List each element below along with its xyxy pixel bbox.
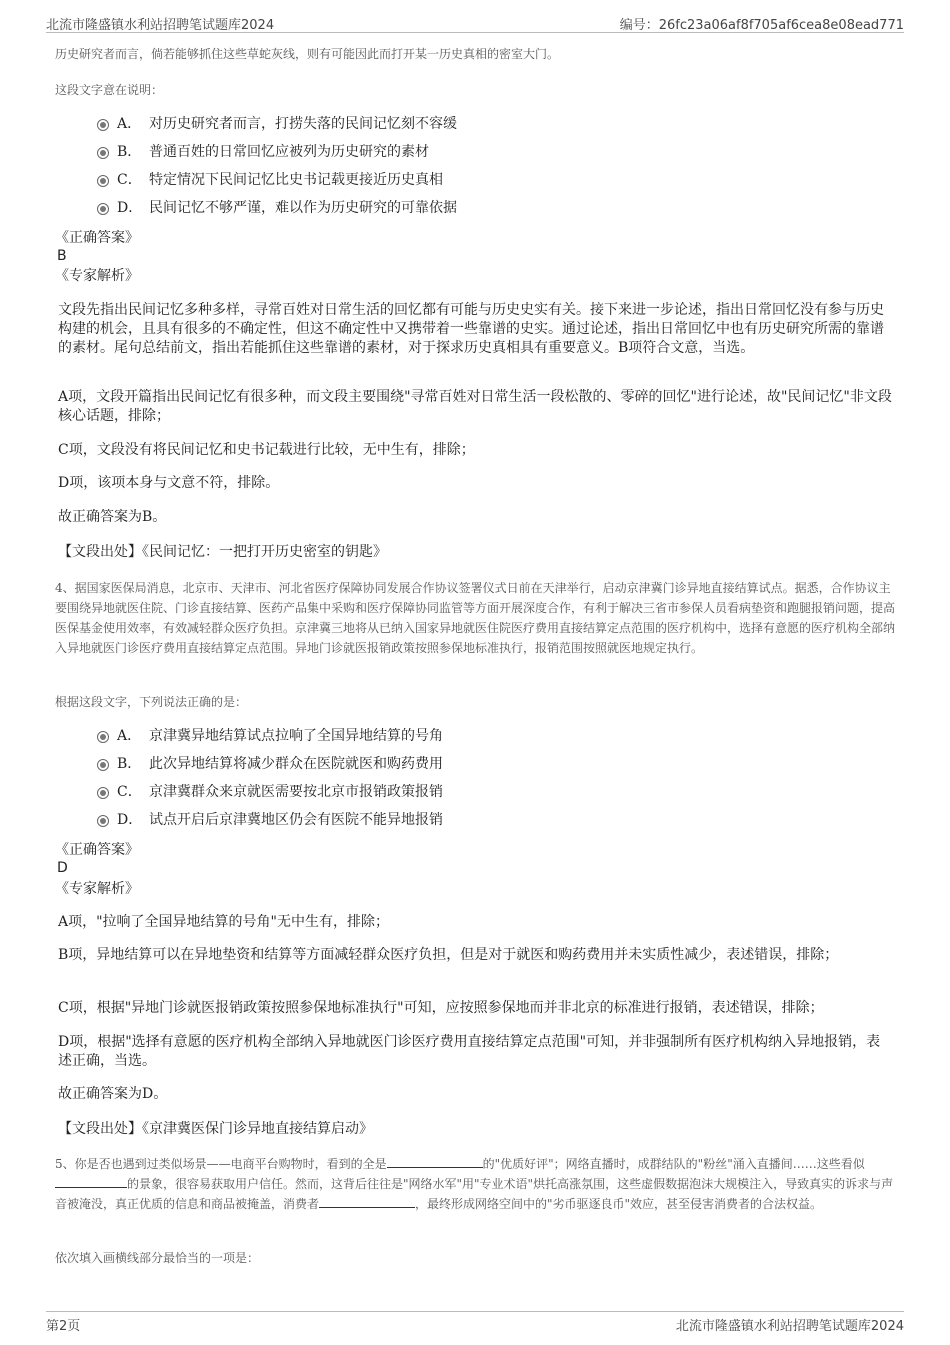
q3-analysis-paragraph: C项，文段没有将民间记忆和史书记载进行比较，无中生有，排除；	[58, 442, 475, 458]
q5-prompt: 依次填入画横线部分最恰当的一项是：	[55, 1251, 260, 1265]
q4-options	[55, 722, 900, 834]
radio-icon[interactable]	[97, 815, 109, 827]
q3-analysis-paragraph: 文段先指出民间记忆多种多样，寻常百姓对日常生活的回忆都有可能与历史史实有关。接下来进一步论述，指出日常回忆没有参与历史构建的机会，且具有很多的不确定性，但这不确定性中又携带着一些靠谱的史实。通过论述，指出日常回忆中也有历史研究所需的靠谱的素材。尾句总结前文，指出若能抓住这些靠谱的素材，对于探求历史真相具有重要意义。B项符合文意，当选。	[58, 302, 884, 356]
q3-option-a[interactable]: A． 对历史研究者而言，打捞失落的民间记忆刻不容缓	[55, 110, 900, 138]
header-title: 北流市隆盛镇水利站招聘笔试题库2024	[46, 18, 275, 33]
q3-source: 【文段出处】《民间记忆：一把打开历史密室的钥匙》	[58, 544, 387, 560]
q3-analysis-paragraph: 故正确答案为B。	[58, 509, 167, 525]
q4-prompt: 根据这段文字，下列说法正确的是：	[55, 695, 248, 709]
page-number: 第2页	[46, 1319, 81, 1334]
q4-answer: D	[57, 860, 68, 876]
radio-icon[interactable]	[97, 147, 109, 159]
q4-analysis-paragraph: 故正确答案为D。	[58, 1086, 168, 1102]
q4-analysis-paragraph: B项，异地结算可以在异地垫资和结算等方面减轻群众医疗负担，但是对于就医和购药费用并未实质性减少，表述错误，排除；	[58, 947, 839, 963]
page-header	[46, 10, 904, 33]
q4-option-d[interactable]: D． 试点开启后京津冀地区仍会有医院不能异地报销	[55, 806, 900, 834]
q4-answer-label: 《正确答案》	[55, 842, 139, 858]
radio-icon[interactable]	[97, 175, 109, 187]
q4-option-a[interactable]: A． 京津冀异地结算试点拉响了全国异地结算的号角	[55, 722, 900, 750]
q3-option-d[interactable]: D． 民间记忆不够严谨，难以作为历史研究的可靠依据	[55, 194, 900, 222]
radio-icon[interactable]	[97, 203, 109, 215]
page-footer	[46, 1311, 904, 1336]
q4-analysis-paragraph: A项，"拉响了全国异地结算的号角"无中生有，排除；	[58, 914, 389, 930]
q4-option-c[interactable]: C． 京津冀群众来京就医需要按北京市报销政策报销	[55, 778, 900, 806]
footer-title: 北流市隆盛镇水利站招聘笔试题库2024	[675, 1319, 904, 1334]
q4-option-b[interactable]: B． 此次异地结算将减少群众在医院就医和购药费用	[55, 750, 900, 778]
q3-stem: 历史研究者而言，倘若能够抓住这些草蛇灰线，则有可能因此而打开某一历史真相的密室大门。	[55, 47, 560, 61]
q3-option-c[interactable]: C． 特定情况下民间记忆比史书记载更接近历史真相	[55, 166, 900, 194]
document-code: 编号：26fc23a06af8f705af6cea8e08ead771	[619, 18, 904, 33]
radio-icon[interactable]	[97, 759, 109, 771]
q3-analysis-label: 《专家解析》	[55, 268, 139, 284]
q4-source: 【文段出处】《京津冀医保门诊异地直接结算启动》	[58, 1121, 373, 1137]
radio-icon[interactable]	[97, 119, 109, 131]
q4-analysis-paragraph: D项，根据"选择有意愿的医疗机构全部纳入异地就医门诊医疗费用直接结算定点范围"可知，并非强制所有医疗机构纳入异地报销，表述正确，当选。	[58, 1034, 881, 1069]
fill-blank-3	[319, 1195, 415, 1208]
q5-stem: 5、你是否也遇到过类似场景——电商平台购物时，看到的全是 的"优质好评"；网络直播时，成群结队的"粉丝"涌入直播间……这些看似的景象，很容易获取用户信任。然而，这背后往往是"网络水军"用"专业术语"烘托高涨氛围，这些虚假数据泡沫大规模注入，导致真实的诉求与声音被淹没，真正优质的信息和商品被掩盖，消费者 ，最终形成网络空间中的"劣币驱逐良币"效应，甚至侵害消费者的合法权益。	[55, 1157, 894, 1211]
radio-icon[interactable]	[97, 731, 109, 743]
q4-analysis-paragraph: C项，根据"异地门诊就医报销政策按照参保地标准执行"可知，应按照参保地而并非北京的标准进行报销，表述错误，排除；	[58, 1000, 824, 1016]
q4-analysis-label: 《专家解析》	[55, 881, 139, 897]
fill-blank-2	[55, 1175, 127, 1188]
q3-answer: B	[57, 248, 67, 264]
q3-analysis-paragraph: D项，该项本身与文意不符，排除。	[58, 475, 280, 491]
q3-options	[55, 110, 900, 222]
radio-icon[interactable]	[97, 787, 109, 799]
q3-prompt: 这段文字意在说明：	[55, 83, 164, 97]
q4-stem: 4、据国家医保局消息，北京市、天津市、河北省医疗保障协同发展合作协议签署仪式日前在天津举行，启动京津冀门诊异地直接结算试点。据悉，合作协议主要围绕异地就医住院、门诊直接结算、医药产品集中采购和医疗保障协同监管等方面开展深度合作，有利于解决三省市参保人员看病垫资和跑腿报销问题，提高医保基金使用效率，有效减轻群众医疗负担。京津冀三地将从已纳入国家异地就医住院医疗费用直接结算定点范围的医疗机构中，选择有意愿的医疗机构全部纳入异地就医门诊医疗费用直接结算定点范围。异地门诊就医报销政策按照参保地标准执行，报销范围按照就医地规定执行。	[55, 581, 896, 655]
fill-blank-1	[387, 1155, 483, 1168]
q3-option-b[interactable]: B． 普通百姓的日常回忆应被列为历史研究的素材	[55, 138, 900, 166]
q3-answer-label: 《正确答案》	[55, 230, 139, 246]
q3-analysis-paragraph: A项，文段开篇指出民间记忆有很多种，而文段主要围绕"寻常百姓对日常生活一段松散的、零碎的回忆"进行论述，故"民间记忆"非文段核心话题，排除；	[58, 389, 892, 424]
